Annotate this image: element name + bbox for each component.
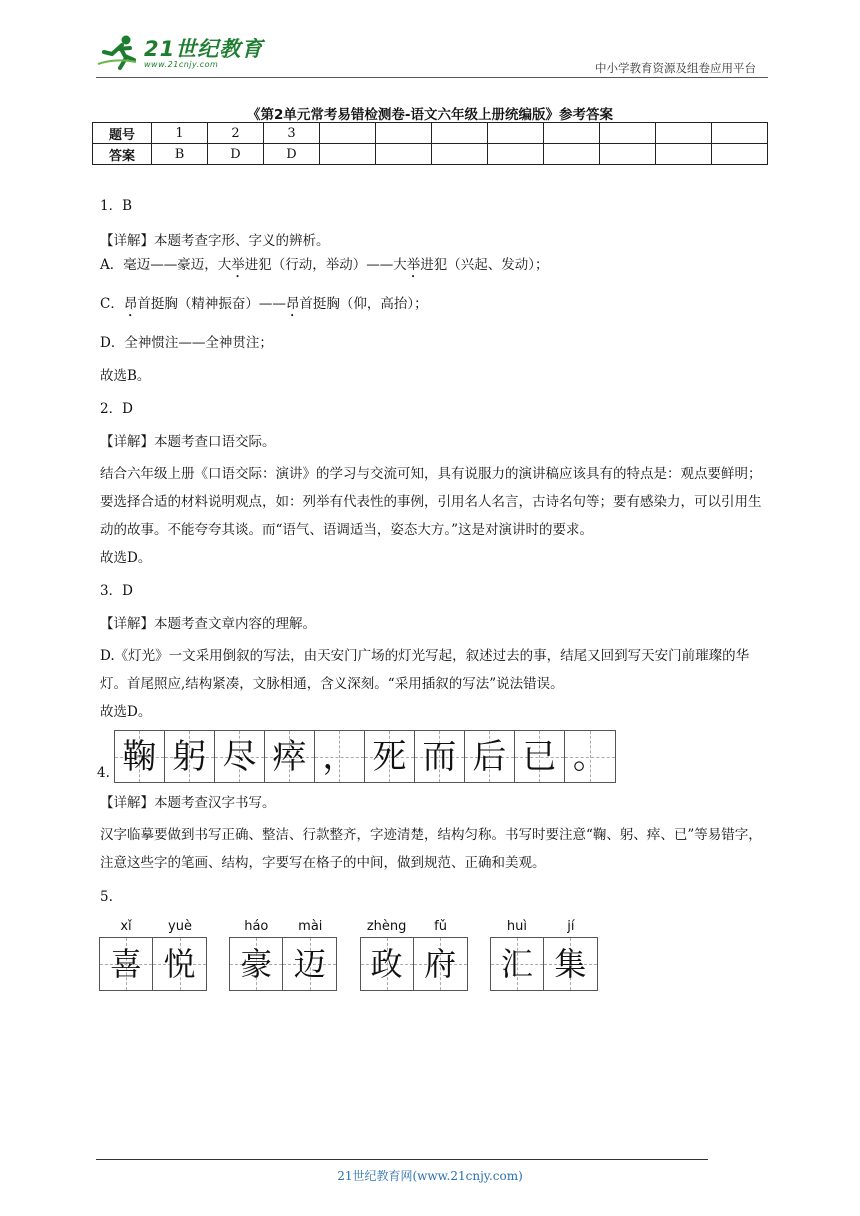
pinyin: háo xyxy=(244,919,269,934)
grid-char: 死 xyxy=(372,736,407,777)
grid-char: 政 xyxy=(370,945,403,983)
table-cell: D xyxy=(208,144,264,165)
grid-char: 尽 xyxy=(222,736,257,777)
table-cell xyxy=(712,144,768,165)
q2-head: 2．D xyxy=(100,401,133,417)
runner-logo-icon xyxy=(96,34,142,72)
answer-row xyxy=(93,144,768,165)
grid-char: 集 xyxy=(554,945,587,983)
q4-writing-grid xyxy=(97,730,768,783)
grid-char: 。 xyxy=(572,736,607,777)
text-run: A．毫迈——豪迈，大 xyxy=(100,257,232,273)
character-grid xyxy=(490,937,598,991)
q4-number: 4. xyxy=(97,765,110,781)
grid-cell xyxy=(415,731,465,782)
grid-cell xyxy=(465,731,515,782)
grid-cell xyxy=(315,731,365,782)
grid-cell xyxy=(115,731,165,782)
logo-text: 21世纪教育 xyxy=(144,36,264,61)
page-title: 《第2单元常考易错检测卷-语文六年级上册统编版》参考答案 xyxy=(247,107,613,123)
q1-choose: 故选B。 xyxy=(100,368,151,384)
grid-char: 喜 xyxy=(109,945,142,983)
q4-body: 汉字临摹要做到书写正确、整洁、行款整齐，字迹清楚，结构匀称。书写时要注意“鞠、躬、瘁、已”等易错字，注意这些字的笔画、结构，字要写在格子的中间，做到规范、正确和美观。 xyxy=(100,827,762,871)
platform-label: 中小学教育资源及组卷应用平台 xyxy=(595,61,756,75)
character-grid xyxy=(99,937,207,991)
grid-char: 而 xyxy=(422,736,457,777)
grid-char: 悦 xyxy=(163,945,196,983)
pinyin-group xyxy=(229,917,337,991)
table-cell: B xyxy=(152,144,208,165)
table-cell xyxy=(600,144,656,165)
grid-cell xyxy=(230,938,283,990)
table-cell xyxy=(712,123,768,144)
emphasized-char: 昂 xyxy=(285,296,300,312)
table-cell: 2 xyxy=(208,123,264,144)
text-run: 进犯（兴起、发动）； xyxy=(420,257,549,273)
q3-body: D.《灯光》一文采用倒叙的写法，由天安门广场的灯光写起，叙述过去的事，结尾又回到写天安门前璀璨的华灯。首尾照应,结构紧凑，文脉相通，含义深刻。“采用插叙的写法”说法错误。 xyxy=(100,648,750,692)
grid-cell xyxy=(165,731,215,782)
text-run: 首挺胸（精神振奋）—— xyxy=(137,296,286,312)
table-cell: D xyxy=(264,144,320,165)
answer-table xyxy=(92,122,768,165)
q3-choose: 故选D。 xyxy=(100,704,152,720)
grid-cell xyxy=(491,938,544,990)
table-cell xyxy=(376,123,432,144)
grid-char: ， xyxy=(322,736,357,777)
pinyin: xǐ xyxy=(120,919,132,934)
text-run: C． xyxy=(100,296,124,312)
table-cell xyxy=(656,144,712,165)
pinyin: fǔ xyxy=(434,919,447,934)
q1-option-c xyxy=(100,294,768,320)
q3-head: 3．D xyxy=(100,583,133,599)
q5-number: 5. xyxy=(100,889,113,905)
table-cell xyxy=(600,123,656,144)
character-grid xyxy=(114,730,616,783)
pinyin: zhèng xyxy=(366,919,407,934)
q2-choose: 故选D。 xyxy=(100,550,152,566)
grid-char: 后 xyxy=(472,736,507,777)
pinyin-group xyxy=(360,917,468,991)
footer-link[interactable]: 21世纪教育网(www.21cnjy.com) xyxy=(337,1169,523,1183)
table-cell xyxy=(656,123,712,144)
grid-char: 已 xyxy=(522,736,557,777)
q1-option-a xyxy=(100,255,768,281)
pinyin-group xyxy=(99,917,207,991)
grid-char: 府 xyxy=(424,945,457,983)
answer-content xyxy=(97,196,768,991)
grid-cell xyxy=(265,731,315,782)
q1-head: 1．B xyxy=(100,198,133,214)
table-cell: 1 xyxy=(152,123,208,144)
logo-url: www.21cnjy.com xyxy=(144,59,219,69)
q4-detail: 【详解】本题考查汉字书写。 xyxy=(100,795,276,811)
pinyin: yuè xyxy=(168,919,192,934)
table-cell xyxy=(488,144,544,165)
table-cell xyxy=(488,123,544,144)
q1-detail: 【详解】本题考查字形、字义的辨析。 xyxy=(100,233,330,249)
grid-cell xyxy=(283,938,336,990)
grid-cell xyxy=(100,938,153,990)
text-run: 首挺胸（仰，高抬）； xyxy=(299,296,428,312)
page-header xyxy=(96,30,768,78)
q2-detail: 【详解】本题考查口语交际。 xyxy=(100,434,276,450)
text-run: 进犯（行动，举动）——大 xyxy=(244,257,407,273)
grid-char: 汇 xyxy=(500,945,533,983)
footer-rule xyxy=(96,1159,708,1160)
grid-char: 鞠 xyxy=(122,736,157,777)
emphasized-char: 举 xyxy=(231,257,245,273)
table-cell xyxy=(320,123,376,144)
grid-cell xyxy=(414,938,467,990)
table-cell xyxy=(432,144,488,165)
table-cell xyxy=(432,123,488,144)
grid-cell xyxy=(365,731,415,782)
grid-char: 迈 xyxy=(293,945,326,983)
grid-char: 瘁 xyxy=(272,736,307,777)
grid-cell xyxy=(544,938,597,990)
q3-detail: 【详解】本题考查文章内容的理解。 xyxy=(100,616,316,632)
pinyin: huì xyxy=(506,919,527,934)
grid-cell xyxy=(515,731,565,782)
q2-body: 结合六年级上册《口语交际：演讲》的学习与交流可知，具有说服力的演讲稿应该具有的特点是：观点要鲜明；要选择合适的材料说明观点，如：列举有代表性的事例，引用名人名言，古诗名句等；要有感染力，可以引用生动的故事。不能夸夸其谈。而“语气、语调适当，姿态大方。”这是对演讲时的要求。 xyxy=(100,466,762,538)
header-rule xyxy=(96,77,768,78)
number-row xyxy=(93,123,768,144)
grid-cell xyxy=(153,938,206,990)
q1-option-d: D．全神惯注——全神贯注； xyxy=(100,335,273,351)
grid-cell xyxy=(565,731,615,782)
row-label-number: 题号 xyxy=(93,123,152,144)
table-cell xyxy=(376,144,432,165)
pinyin-group xyxy=(490,917,598,991)
character-grid xyxy=(360,937,468,991)
pinyin: mài xyxy=(298,919,323,934)
row-label-answer: 答案 xyxy=(93,144,152,165)
logo xyxy=(96,34,263,72)
table-cell xyxy=(320,144,376,165)
grid-char: 躬 xyxy=(172,736,207,777)
emphasized-char: 举 xyxy=(406,257,421,273)
grid-cell xyxy=(215,731,265,782)
emphasized-char: 昂 xyxy=(123,296,138,312)
table-cell: 3 xyxy=(264,123,320,144)
pinyin: jí xyxy=(567,919,575,934)
table-cell xyxy=(544,123,600,144)
table-cell xyxy=(544,144,600,165)
q5-pinyin-grids xyxy=(99,917,768,991)
character-grid xyxy=(229,937,337,991)
grid-cell xyxy=(361,938,414,990)
grid-char: 豪 xyxy=(240,945,273,983)
